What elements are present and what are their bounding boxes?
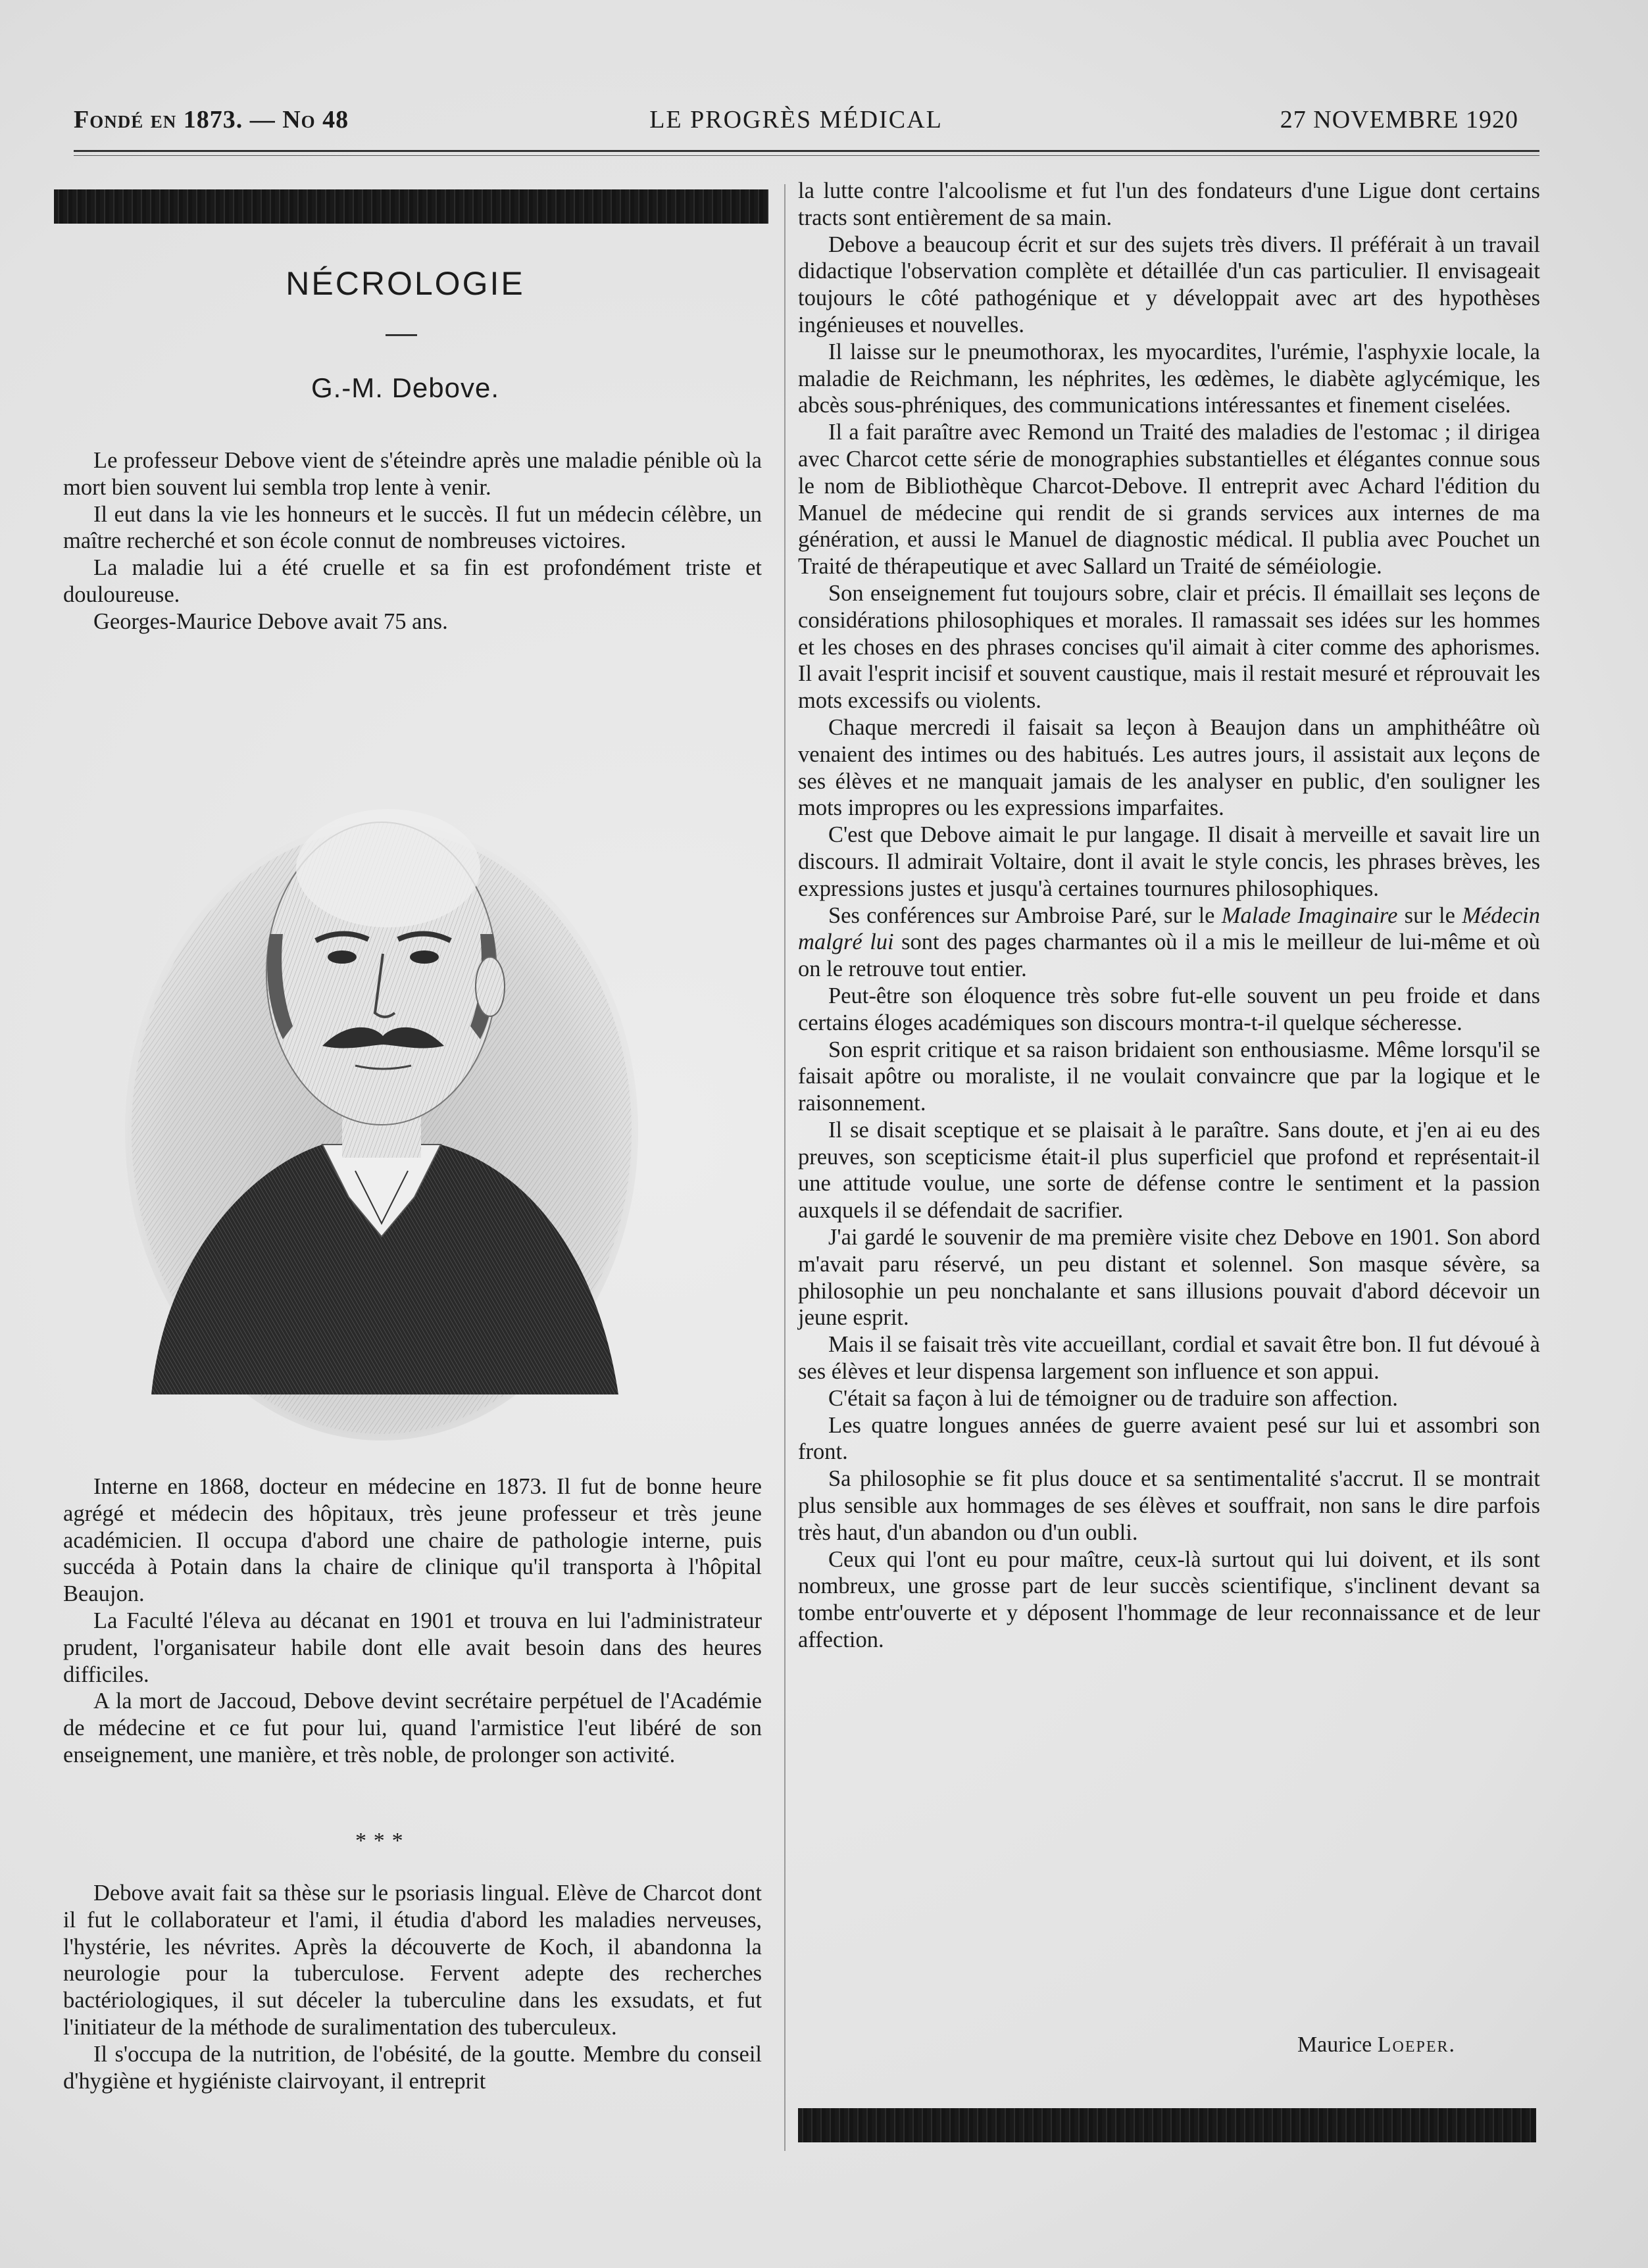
work-title: Malade Imaginaire: [1221, 902, 1398, 928]
intro-paragraph: Le professeur Debove vient de s'éteindre après une maladie pénible où la mort bien souvent lui sembla trop lente à venir.: [63, 448, 762, 500]
body-paragraph: C'était sa façon à lui de témoigner ou de traduire son affection.: [828, 1385, 1398, 1411]
intro-paragraph: Georges-Maurice Debove avait 75 ans.: [93, 608, 448, 634]
work-title: Médecin malgré lui: [798, 902, 1540, 955]
body-paragraph: Peut-être son éloquence très sobre fut-elle souvent un peu froide et dans certains éloges académiques son discours montra-t-il quelque sécheresse.: [798, 983, 1540, 1035]
section-title: NÉCROLOGIE: [286, 265, 525, 302]
text-run: Ses conférences sur Ambroise Paré, sur le: [828, 902, 1222, 928]
body-paragraph: A la mort de Jaccoud, Debove devint secrétaire perpétuel de l'Académie de médecine et ce fut pour lui, quand l'armistice l'eut libéré de son enseignement, une manière, et très noble, de prolonger son activité.: [63, 1689, 762, 1767]
body-text-right: [798, 178, 1540, 1654]
body-paragraph-with-titles: [798, 902, 1540, 983]
body-paragraph: J'ai gardé le souvenir de ma première visite chez Debove en 1901. Son abord m'avait paru réservé, un peu distant et solennel. Son masque sévère, sa philosophie un peu nonchalante et sans illusions pouvait d'abord décevoir un jeune esprit.: [798, 1225, 1540, 1331]
founded-issue-label: Fondé en 1873. — No 48: [74, 106, 349, 134]
author-last-name: Loeper.: [1377, 2033, 1456, 2057]
body-paragraph: la lutte contre l'alcoolisme et fut l'un des fondateurs d'une Ligue dont certains tracts sont entièrement de sa main.: [798, 178, 1540, 230]
body-paragraph: Interne en 1868, docteur en médecine en 1873. Il fut de bonne heure agrégé et médecin des hôpitaux, très jeune professeur et très jeune académicien. Il occupa d'abord une chaire de pathologie interne, puis succéda à Potain dans la chaire de clinique qu'il transporta à l'hôpital Beaujon.: [63, 1474, 762, 1607]
author-first-name: Maurice: [1297, 2033, 1372, 2057]
intro-paragraph: Il eut dans la vie les honneurs et le succès. Il fut un médecin célèbre, un maître recherché et son école connut de nombreuses victoires.: [63, 501, 762, 554]
decorative-band-top: [54, 189, 768, 224]
section-separator: * * *: [355, 1829, 405, 1853]
body-paragraph: Ceux qui l'ont eu pour maître, ceux-là surtout qui lui doivent, et ils sont nombreux, une grosse part de leur succès scientifique, s'inclinent devant sa tombe entr'ouverte et y déposent l'hommage de leur reconnaissance et de leur affection.: [798, 1546, 1540, 1653]
body-paragraph: Il se disait sceptique et se plaisait à le paraître. Sans doute, et j'en ai eu des preuves, son scepticisme était-il plus superficiel que profond et représentait-il une attitude voulue, une sorte de défense contre le sentiment et la passion auxquels il se défendait de sacrifier.: [798, 1117, 1540, 1223]
intro-text: [63, 447, 762, 635]
intro-paragraph: La maladie lui a été cruelle et sa fin est profondément triste et douloureuse.: [63, 555, 762, 607]
body-paragraph: La Faculté l'éleva au décanat en 1901 et trouva en lui l'administrateur prudent, l'organisateur habile dont elle avait besoin dans des heures difficiles.: [63, 1608, 762, 1687]
body-text-left: [63, 1473, 762, 1769]
body-paragraph: C'est que Debove aimait le pur langage. Il disait à merveille et savait lire un discours. Il admirait Voltaire, dont il avait le style concis, les phrases brèves, les expressions justes et jusqu'à certaines tournures philosophiques.: [798, 822, 1540, 901]
body-paragraph: Son esprit critique et sa raison bridaient son enthousiasme. Même lorsqu'il se faisait apôtre ou moraliste, il ne voulait convaincre que par la logique et le raisonnement.: [798, 1037, 1540, 1116]
portrait-engraving: [125, 737, 638, 1454]
body-text-left-2: [63, 1880, 762, 2094]
body-paragraph: Il s'occupa de la nutrition, de l'obésité, de la goutte. Membre du conseil d'hygiène et hygiéniste clairvoyant, il entreprit: [63, 2041, 762, 2094]
text-run: sont des pages charmantes où il a mis le meilleur de lui-même et où on le retrouve tout entier.: [798, 929, 1540, 982]
column-divider: [784, 184, 786, 2151]
body-paragraph: Chaque mercredi il faisait sa leçon à Beaujon dans un amphithéâtre où venaient des intimes ou des habitués. Les autres jours, il assistait aux leçons de ses élèves et ne manquait jamais de les analyser en public, d'en souligner les mots impropres ou les expressions imparfaites.: [798, 714, 1540, 821]
title-dash: [386, 334, 417, 336]
body-paragraph: Son enseignement fut toujours sobre, clair et précis. Il émaillait ses leçons de considérations philosophiques et morales. Il ramassait ses idées sur les hommes et les choses en des phrases concises qu'il aimait à citer comme des aphorismes. Il avait l'esprit incisif et souvent caustique, mais il restait mesuré et réprouvait les mots excessifs ou violents.: [798, 580, 1540, 714]
body-paragraph: Debove avait fait sa thèse sur le psoriasis lingual. Elève de Charcot dont il fut le collaborateur et l'ami, il étudia d'abord les maladies nerveuses, l'hystérie, les névrites. Après la découverte de Koch, il abandonna la neurologie pour la tuberculose. Fervent adepte des recherches bactériologiques, il sut déceler la tuberculine dans les exsudats, et fut l'initiateur de la méthode de suralimentation des tuberculeux.: [63, 1881, 762, 2040]
running-head: [74, 105, 1518, 142]
journal-title: LE PROGRÈS MÉDICAL: [649, 106, 943, 134]
subject-name: G.-M. Debove.: [311, 372, 500, 403]
body-paragraph: Sa philosophie se fit plus douce et sa sentimentalité s'accrut. Il se montrait plus sensible aux hommages de ses élèves et souffrait, non sans le dire parfois très haut, d'un abandon ou d'un oubli.: [798, 1466, 1540, 1545]
author-signature: [798, 2033, 1456, 2058]
body-paragraph: Il a fait paraître avec Remond un Traité des maladies de l'estomac ; il dirigea avec Charcot cette série de monographies substantielles et élégantes connue sous le nom de Bibliothèque Charcot-Debove. Il entreprit avec Achard l'édition du Manuel de médecine qui rendit de si grands services aux internes de ma génération, et aussi le Manuel de diagnostic médical. Il publia avec Pouchet un Traité de thérapeutique et avec Sallard un Traité de séméiologie.: [798, 420, 1540, 579]
header-rule-thin: [74, 155, 1539, 156]
body-paragraph: Il laisse sur le pneumothorax, les myocardites, l'urémie, l'asphyxie locale, la maladie de Reichmann, les néphrites, les œdèmes, le diabète aglycémique, les abcès sous-phréniques, des communications intéressantes et finement ciselées.: [798, 339, 1540, 418]
body-paragraph: Debove a beaucoup écrit et sur des sujets très divers. Il préférait à un travail didactique l'observation complète et détaillée d'un cas particulier. Il envisageait toujours le côté pathogénique et y développait avec art des hypothèses ingénieuses et nouvelles.: [798, 232, 1540, 337]
issue-date: 27 NOVEMBRE 1920: [1280, 106, 1518, 134]
body-paragraph: Mais il se faisait très vite accueillant, cordial et savait être bon. Il fut dévoué à ses élèves et leur dispensa largement son influence et son appui.: [798, 1332, 1540, 1385]
decorative-band-bottom: [798, 2108, 1536, 2142]
body-paragraph: Les quatre longues années de guerre avaient pesé sur lui et assombri son front.: [798, 1412, 1540, 1465]
text-run: sur le: [1397, 902, 1462, 928]
header-rule: [74, 150, 1539, 152]
